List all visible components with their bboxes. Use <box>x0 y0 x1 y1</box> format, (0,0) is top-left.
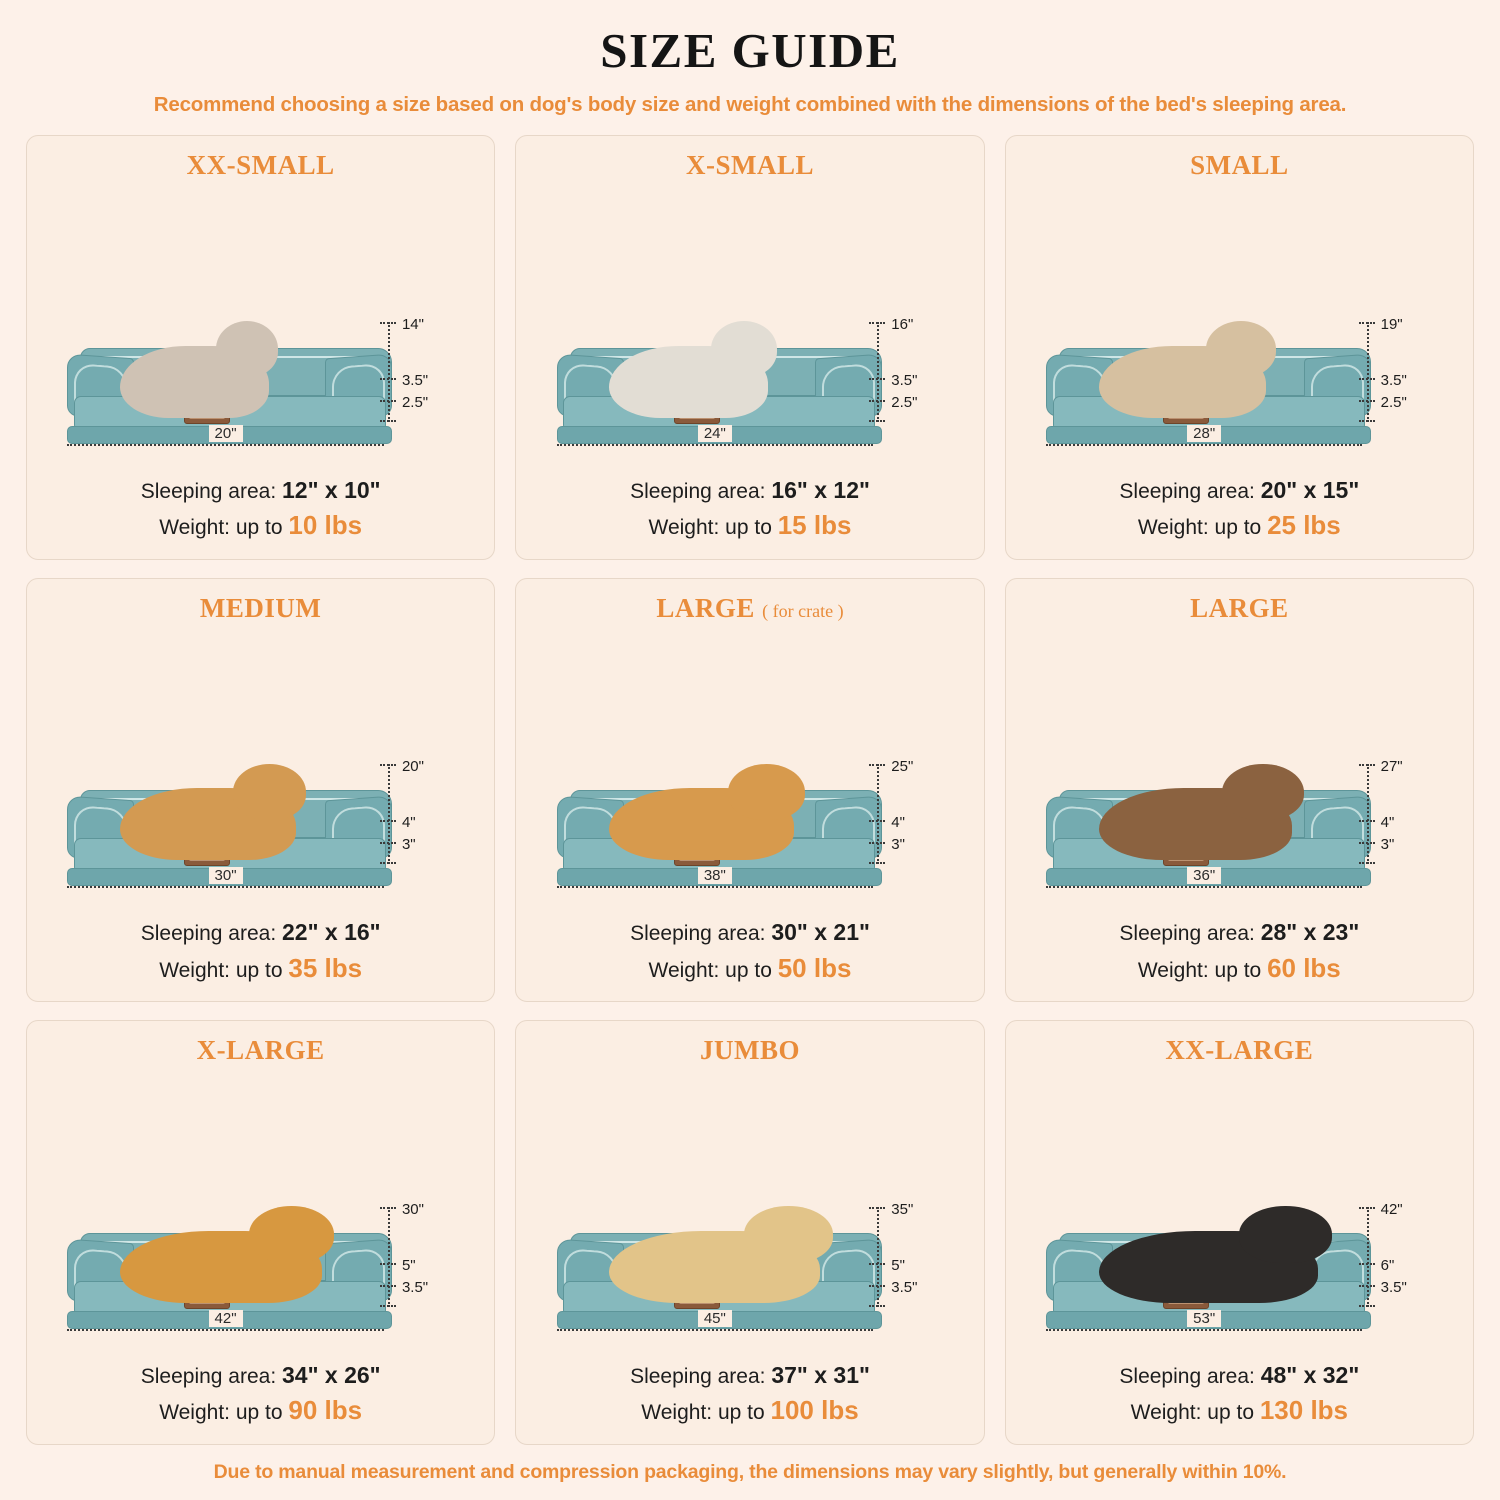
dimension-tick <box>1359 842 1375 844</box>
dimension-tick <box>380 862 396 864</box>
dog-head <box>249 1206 334 1262</box>
sleeping-area-line <box>141 916 381 949</box>
dimension-tick <box>1359 1207 1375 1209</box>
size-name: MEDIUM <box>199 592 322 623</box>
weight-value: 35 lbs <box>288 952 363 983</box>
sleeping-area-label: Sleeping area: <box>140 922 283 946</box>
dimension-tick <box>1359 322 1375 324</box>
bed-illustration <box>41 1068 480 1355</box>
dimension-tick <box>869 842 885 844</box>
weight-value: 25 lbs <box>1267 509 1341 540</box>
height-dimensions <box>366 1201 476 1321</box>
size-name: LARGE <box>1190 592 1289 623</box>
dimension-line <box>388 764 390 864</box>
mattress-height-value: 3.5" <box>891 1278 918 1296</box>
width-dimension <box>1046 867 1362 906</box>
sleeping-area-line <box>1119 1359 1359 1392</box>
total-height-value: 35" <box>891 1200 914 1218</box>
dog-head <box>711 321 777 377</box>
weight-label: Weight: <box>648 515 726 539</box>
dimension-tick <box>380 1285 396 1287</box>
dimension-tick <box>1359 1263 1375 1265</box>
size-card-xx-small <box>26 135 495 560</box>
weight-label: Weight: <box>641 1401 718 1425</box>
weight-label: Weight: <box>1137 515 1215 539</box>
bolster-height-value: 3.5" <box>891 371 918 389</box>
width-value: 30" <box>209 867 243 884</box>
dimension-tick <box>1359 1285 1375 1287</box>
size-card-x-large <box>26 1020 495 1445</box>
size-card-small <box>1005 135 1474 560</box>
bed-illustration <box>41 626 480 913</box>
total-height-value: 14" <box>401 315 424 333</box>
dimension-tick <box>869 1263 885 1265</box>
mattress-height-value: 3.5" <box>401 1278 429 1296</box>
width-value: 45" <box>698 1310 732 1327</box>
cat-ragdoll <box>120 346 269 418</box>
dimension-tick <box>380 1305 396 1307</box>
weight-label: Weight: <box>1130 1401 1208 1425</box>
dog-rottweiler <box>1099 1231 1319 1303</box>
dimension-tick <box>380 322 396 324</box>
size-card-title <box>200 593 321 624</box>
bed-illustration <box>1020 1068 1459 1355</box>
weight-value: 60 lbs <box>1267 952 1341 983</box>
mattress-height-value: 2.5" <box>1380 393 1407 411</box>
height-dimensions <box>366 316 476 436</box>
dimension-line <box>877 764 879 864</box>
sleeping-area-line <box>630 474 870 507</box>
sleeping-area-label: Sleeping area: <box>1119 479 1261 503</box>
width-value: 28" <box>1187 425 1221 442</box>
size-specs <box>141 1359 381 1430</box>
total-height-value: 42" <box>1380 1200 1403 1218</box>
dimension-tick <box>1359 1305 1375 1307</box>
size-card-title <box>197 1035 325 1066</box>
mattress-height-value: 3" <box>891 836 905 854</box>
dog-corgi <box>120 788 296 860</box>
sleeping-area-line <box>630 1359 870 1392</box>
weight-value: 50 lbs <box>777 952 852 983</box>
bed-illustration <box>1020 626 1459 913</box>
weight-upto-label: up to <box>235 515 289 539</box>
dimension-tick <box>869 378 885 380</box>
dimension-tick <box>380 378 396 380</box>
dimension-tick <box>869 1285 885 1287</box>
weight-label: Weight: <box>1137 958 1215 982</box>
bolster-height-value: 4" <box>1380 814 1395 832</box>
sleeping-area-value: 12" x 10" <box>282 476 381 503</box>
sleeping-area-value: 28" x 23" <box>1260 919 1360 946</box>
dimension-tick <box>1359 820 1375 822</box>
bolster-height-value: 3.5" <box>401 371 429 389</box>
sleeping-area-value: 48" x 32" <box>1260 1361 1360 1388</box>
dimension-tick <box>869 1207 885 1209</box>
width-dimension <box>67 1309 383 1349</box>
bolster-height-value: 5" <box>891 1256 905 1274</box>
size-card-medium <box>26 578 495 1003</box>
dimension-line <box>877 1207 879 1307</box>
sleeping-area-value: 30" x 21" <box>771 919 870 946</box>
weight-upto-label: up to <box>235 958 289 982</box>
size-name: JUMBO <box>699 1035 800 1066</box>
width-value: 38" <box>698 867 732 884</box>
size-card-title <box>686 150 814 181</box>
sleeping-area-line <box>141 474 381 507</box>
weight-line <box>141 507 381 545</box>
dimension-tick <box>1359 400 1375 402</box>
dimension-tick <box>380 1263 396 1265</box>
size-card-grid <box>26 135 1474 1445</box>
sleeping-area-line <box>1119 474 1359 507</box>
weight-line <box>1119 507 1359 545</box>
weight-value: 90 lbs <box>288 1395 363 1426</box>
width-dimension <box>557 424 873 464</box>
size-specs <box>630 916 870 987</box>
size-specs <box>141 474 381 545</box>
dog-golden-retriever <box>120 1231 322 1303</box>
height-dimensions <box>1345 1201 1455 1321</box>
dimension-line <box>388 1207 390 1307</box>
dimension-tick <box>869 1305 885 1307</box>
height-dimensions <box>855 1201 965 1321</box>
width-value: 24" <box>698 425 732 442</box>
width-value: 36" <box>1187 867 1221 884</box>
mattress-height-value: 2.5" <box>891 393 918 411</box>
sleeping-area-line <box>630 916 870 949</box>
height-dimensions <box>855 758 965 878</box>
sleeping-area-value: 16" x 12" <box>771 476 870 503</box>
total-height-value: 27" <box>1380 758 1403 776</box>
dog-labrador <box>609 1231 820 1303</box>
width-dimension <box>1046 424 1362 464</box>
weight-line <box>1119 950 1359 988</box>
dimension-tick <box>1359 862 1375 864</box>
bolster-height-value: 3.5" <box>1380 371 1407 389</box>
height-dimensions <box>1345 758 1455 878</box>
width-dimension <box>67 867 383 906</box>
weight-upto-label: up to <box>1214 515 1268 539</box>
bolster-height-value: 6" <box>1380 1256 1395 1274</box>
dog-frenchie <box>1099 346 1266 418</box>
dimension-tick <box>380 420 396 422</box>
size-note: ( for crate ) <box>762 600 844 621</box>
bed-illustration <box>530 1068 969 1355</box>
dimension-tick <box>869 862 885 864</box>
dimension-tick <box>1359 764 1375 766</box>
dog-head <box>216 321 279 377</box>
dog-head <box>1206 321 1276 377</box>
bolster-height-value: 5" <box>401 1256 416 1274</box>
size-card-title <box>656 593 843 624</box>
dog-head <box>233 764 307 820</box>
dimension-line <box>1367 764 1369 864</box>
mattress-height-value: 2.5" <box>401 393 429 411</box>
dog-shihtzu <box>609 346 767 418</box>
weight-upto-label: up to <box>725 958 778 982</box>
bed-illustration <box>1020 183 1459 470</box>
width-value: 20" <box>209 425 243 442</box>
weight-label: Weight: <box>648 958 726 982</box>
height-dimensions <box>855 316 965 436</box>
dimension-tick <box>380 820 396 822</box>
sleeping-area-label: Sleeping area: <box>140 1364 283 1388</box>
mattress-height-value: 3" <box>1380 836 1395 854</box>
sleeping-area-value: 34" x 26" <box>282 1361 381 1388</box>
mattress-height-value: 3" <box>401 836 416 854</box>
width-dimension <box>67 424 383 464</box>
weight-line <box>630 950 870 988</box>
page-subtitle: Recommend choosing a size based on dog's body size and weight combined with the dimensions of the bed's sleeping area. <box>153 93 1347 116</box>
width-value: 42" <box>209 1310 243 1327</box>
total-height-value: 25" <box>891 758 914 776</box>
height-dimensions <box>366 758 476 878</box>
weight-line <box>630 1392 870 1430</box>
width-dimension <box>557 1309 873 1349</box>
total-height-value: 16" <box>891 315 914 333</box>
size-card-jumbo <box>515 1020 984 1445</box>
dimension-tick <box>869 400 885 402</box>
size-name: X-SMALL <box>685 150 814 180</box>
weight-label: Weight: <box>159 958 236 982</box>
dimension-tick <box>380 842 396 844</box>
bed-illustration <box>530 626 969 913</box>
sleeping-area-value: 22" x 16" <box>282 919 381 946</box>
bolster-height-value: 4" <box>891 814 905 832</box>
size-card-title <box>1165 1035 1313 1066</box>
mattress-height-value: 3.5" <box>1380 1278 1407 1296</box>
weight-line <box>630 507 870 545</box>
total-height-value: 19" <box>1380 315 1403 333</box>
bed-illustration <box>41 183 480 470</box>
size-specs <box>1119 1359 1359 1430</box>
dimension-tick <box>869 322 885 324</box>
width-dimension <box>1046 1309 1362 1349</box>
dog-shiba <box>609 788 794 860</box>
size-card-title <box>700 1035 800 1066</box>
sleeping-area-label: Sleeping area: <box>140 479 283 503</box>
size-specs <box>141 916 381 987</box>
sleeping-area-line <box>141 1359 381 1392</box>
dimension-tick <box>869 420 885 422</box>
dog-head <box>1222 764 1303 820</box>
weight-label: Weight: <box>159 1401 236 1425</box>
width-value: 53" <box>1187 1310 1221 1327</box>
weight-upto-label: up to <box>235 1401 289 1425</box>
sleeping-area-label: Sleeping area: <box>630 479 772 503</box>
size-name: X-LARGE <box>196 1035 325 1066</box>
size-card-large <box>1005 578 1474 1003</box>
sleeping-area-label: Sleeping area: <box>630 1364 772 1388</box>
dimension-line <box>388 322 390 422</box>
total-height-value: 30" <box>401 1200 424 1218</box>
dimension-tick <box>869 764 885 766</box>
width-dimension <box>557 867 873 906</box>
size-specs <box>1119 474 1359 545</box>
sleeping-area-label: Sleeping area: <box>1119 1364 1261 1388</box>
dimension-tick <box>1359 420 1375 422</box>
dog-head <box>728 764 805 820</box>
bolster-height-value: 4" <box>401 814 416 832</box>
disclaimer-note: Due to manual measurement and compression packaging, the dimensions may vary slightly, but generally within 10%. <box>213 1461 1287 1483</box>
weight-line <box>141 950 381 988</box>
sleeping-area-value: 20" x 15" <box>1260 476 1360 503</box>
size-name: SMALL <box>1190 150 1289 180</box>
weight-value: 100 lbs <box>770 1395 859 1426</box>
sleeping-area-label: Sleeping area: <box>1119 922 1261 946</box>
dimension-tick <box>380 764 396 766</box>
size-specs <box>1119 916 1359 987</box>
weight-value: 10 lbs <box>288 509 363 540</box>
sleeping-area-label: Sleeping area: <box>630 922 772 946</box>
size-card-large <box>515 578 984 1003</box>
sleeping-area-line <box>1119 916 1359 949</box>
size-card-xx-large <box>1005 1020 1474 1445</box>
dimension-tick <box>380 400 396 402</box>
weight-value: 15 lbs <box>777 509 852 540</box>
bed-illustration <box>530 183 969 470</box>
weight-upto-label: up to <box>1214 958 1268 982</box>
size-name: XX-LARGE <box>1165 1035 1314 1066</box>
dog-border-collie <box>1099 788 1292 860</box>
page-title: SIZE GUIDE <box>600 23 900 78</box>
dimension-line <box>1367 322 1369 422</box>
weight-line <box>1119 1392 1359 1430</box>
size-name: XX-SMALL <box>186 150 335 180</box>
dimension-tick <box>380 1207 396 1209</box>
size-card-title <box>187 150 335 181</box>
weight-upto-label: up to <box>1207 1401 1260 1425</box>
dimension-tick <box>1359 378 1375 380</box>
total-height-value: 20" <box>401 758 424 776</box>
dimension-tick <box>869 820 885 822</box>
dog-head <box>1239 1206 1331 1262</box>
weight-value: 130 lbs <box>1259 1395 1349 1426</box>
sleeping-area-value: 37" x 31" <box>771 1361 870 1388</box>
dog-head <box>744 1206 833 1262</box>
height-dimensions <box>1345 316 1455 436</box>
weight-line <box>141 1392 381 1430</box>
size-card-title <box>1190 150 1289 181</box>
size-card-x-small <box>515 135 984 560</box>
size-name: LARGE <box>656 592 755 623</box>
size-specs <box>630 474 870 545</box>
dimension-line <box>877 322 879 422</box>
weight-label: Weight: <box>159 515 236 539</box>
weight-upto-label: up to <box>717 1401 771 1425</box>
size-card-title <box>1190 593 1289 624</box>
weight-upto-label: up to <box>725 515 778 539</box>
dimension-line <box>1367 1207 1369 1307</box>
size-specs <box>630 1359 870 1430</box>
